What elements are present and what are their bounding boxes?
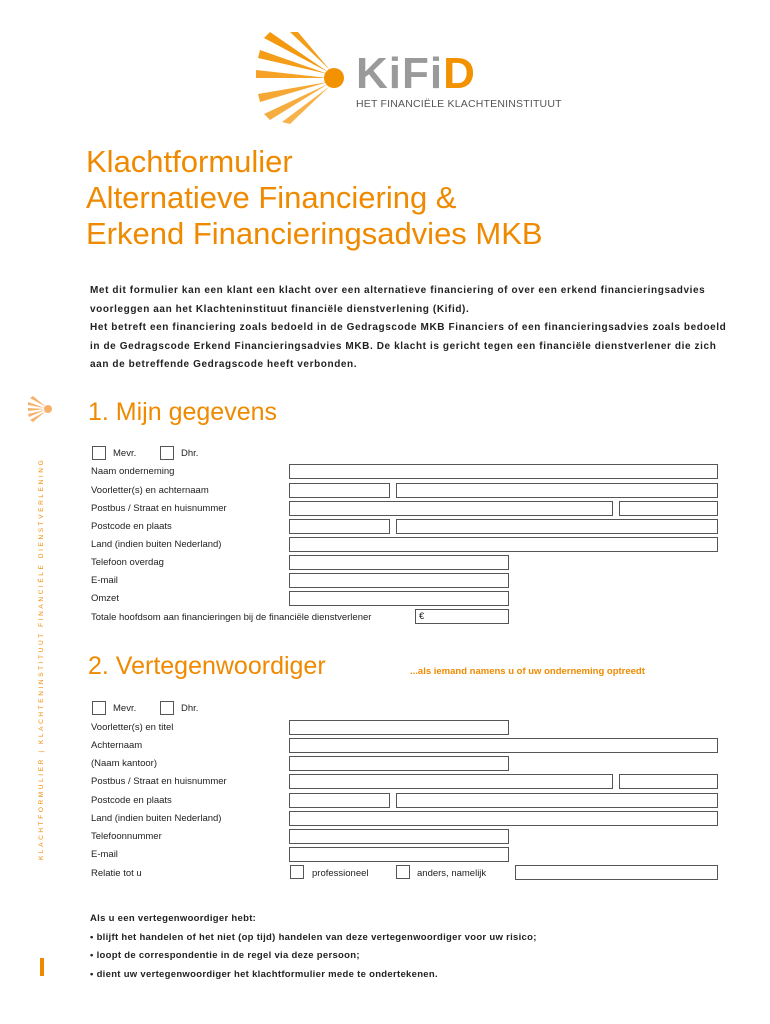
relatie-label: Relatie tot u	[91, 868, 142, 879]
postcode-label: Postcode en plaats	[91, 521, 172, 532]
sidebar-vertical-text: KLACHTFORMULIER | KLACHTENINSTITUUT FINANCIËLE DIENSTVERLENING	[38, 457, 45, 860]
euro-symbol: €	[419, 611, 425, 622]
postbus-label: Postbus / Straat en huisnummer	[91, 503, 227, 514]
rep-achternaam-field[interactable]	[289, 738, 718, 753]
email-label: E-mail	[91, 575, 118, 586]
rep-mevr-checkbox[interactable]	[92, 701, 106, 715]
straat-field[interactable]	[289, 501, 613, 516]
omzet-label: Omzet	[91, 593, 119, 604]
achternaam-field[interactable]	[396, 483, 718, 498]
rep-kantoor-label: (Naam kantoor)	[91, 758, 157, 769]
rep-land-label: Land (indien buiten Nederland)	[91, 813, 222, 824]
voorletters-field[interactable]	[289, 483, 390, 498]
logo-subtitle: HET FINANCIËLE KLACHTENINSTITUUT	[356, 98, 562, 110]
logo-text-orange: D	[443, 49, 476, 98]
rep-postbus-label: Postbus / Straat en huisnummer	[91, 776, 227, 787]
rep-dhr-label: Dhr.	[181, 703, 199, 714]
section2-heading: 2. Vertegenwoordiger	[88, 652, 326, 680]
rep-mevr-label: Mevr.	[113, 703, 137, 714]
intro-paragraph-2: Het betreft een financiering zoals bedoeld in de Gedragscode MKB Financiers of een financieringsadvies zoals bedoeld in de Gedragscode Erkend Financieringsadvies MKB. De klacht is gericht tegen een financiële dienstverlener die zich aan de betreffende Gedragscode heeft verbonden.	[90, 322, 727, 370]
note-bullet-3: • dient uw vertegenwoordiger het klachtformulier mede te ondertekenen.	[90, 968, 438, 980]
note-title: Als u een vertegenwoordiger hebt:	[90, 913, 257, 924]
naam-onderneming-label: Naam onderneming	[91, 466, 175, 477]
rep-dhr-checkbox[interactable]	[160, 701, 174, 715]
rep-postcode-label: Postcode en plaats	[91, 795, 172, 806]
note-bullet-2: • loopt de correspondentie in de regel via deze persoon;	[90, 950, 360, 961]
hoofdsom-field[interactable]	[415, 609, 509, 624]
rep-plaats-field[interactable]	[396, 793, 718, 808]
rep-voorletters-label: Voorletter(s) en titel	[91, 722, 174, 733]
professioneel-checkbox[interactable]	[290, 865, 304, 879]
anders-checkbox[interactable]	[396, 865, 410, 879]
sun-side-icon	[28, 396, 54, 422]
rep-land-field[interactable]	[289, 811, 718, 826]
section1-heading: 1. Mijn gegevens	[88, 398, 278, 426]
telefoon-label: Telefoon overdag	[91, 557, 164, 568]
rep-straat-field[interactable]	[289, 774, 613, 789]
naam-onderneming-field[interactable]	[289, 464, 718, 479]
land-label: Land (indien buiten Nederland)	[91, 539, 222, 550]
totale-label: Totale hoofdsom aan financieringen bij de financiële dienstverlener	[91, 612, 372, 623]
anders-field[interactable]	[515, 865, 718, 880]
rep-achternaam-label: Achternaam	[91, 740, 143, 751]
section2-subheading: ...als iemand namens u of uw onderneming optreedt	[410, 666, 645, 677]
rep-email-label: E-mail	[91, 849, 118, 860]
omzet-field[interactable]	[289, 591, 509, 606]
page-marker	[40, 958, 44, 976]
mevr-label: Mevr.	[113, 448, 137, 459]
rep-telefoon-label: Telefoonnummer	[91, 831, 162, 842]
postcode-field[interactable]	[289, 519, 390, 534]
plaats-field[interactable]	[396, 519, 718, 534]
rep-kantoor-field[interactable]	[289, 756, 509, 771]
sun-logo-icon	[256, 32, 348, 124]
title-line-2: Alternatieve Financiering &	[86, 180, 457, 215]
rep-postcode-field[interactable]	[289, 793, 390, 808]
logo-text-grey: KiFi	[356, 49, 444, 98]
professioneel-label: professioneel	[312, 868, 369, 879]
intro-text	[90, 282, 730, 375]
rep-email-field[interactable]	[289, 847, 509, 862]
page-title	[86, 144, 543, 252]
note-bullet-1: • blijft het handelen of het niet (op tijd) handelen van deze vertegenwoordiger voor uw risico;	[90, 931, 537, 943]
huisnummer-field[interactable]	[619, 501, 718, 516]
rep-telefoon-field[interactable]	[289, 829, 509, 844]
intro-paragraph-1: Met dit formulier kan een klant een klacht over een alternatieve financiering of over een erkend financieringsadvies voorleggen aan het Klachteninstituut financiële dienstverlening (Kifid).	[90, 285, 706, 315]
logo-wordmark	[356, 49, 476, 98]
mevr-checkbox[interactable]	[92, 446, 106, 460]
telefoon-field[interactable]	[289, 555, 509, 570]
dhr-checkbox[interactable]	[160, 446, 174, 460]
voorletters-label: Voorletter(s) en achternaam	[91, 485, 209, 496]
title-line-3: Erkend Financieringsadvies MKB	[86, 216, 543, 251]
title-line-1: Klachtformulier	[86, 144, 293, 179]
anders-label: anders, namelijk	[417, 868, 487, 879]
land-field[interactable]	[289, 537, 718, 552]
email-field[interactable]	[289, 573, 509, 588]
rep-voorletters-field[interactable]	[289, 720, 509, 735]
dhr-label: Dhr.	[181, 448, 199, 459]
rep-huisnummer-field[interactable]	[619, 774, 718, 789]
representative-note	[90, 910, 537, 984]
